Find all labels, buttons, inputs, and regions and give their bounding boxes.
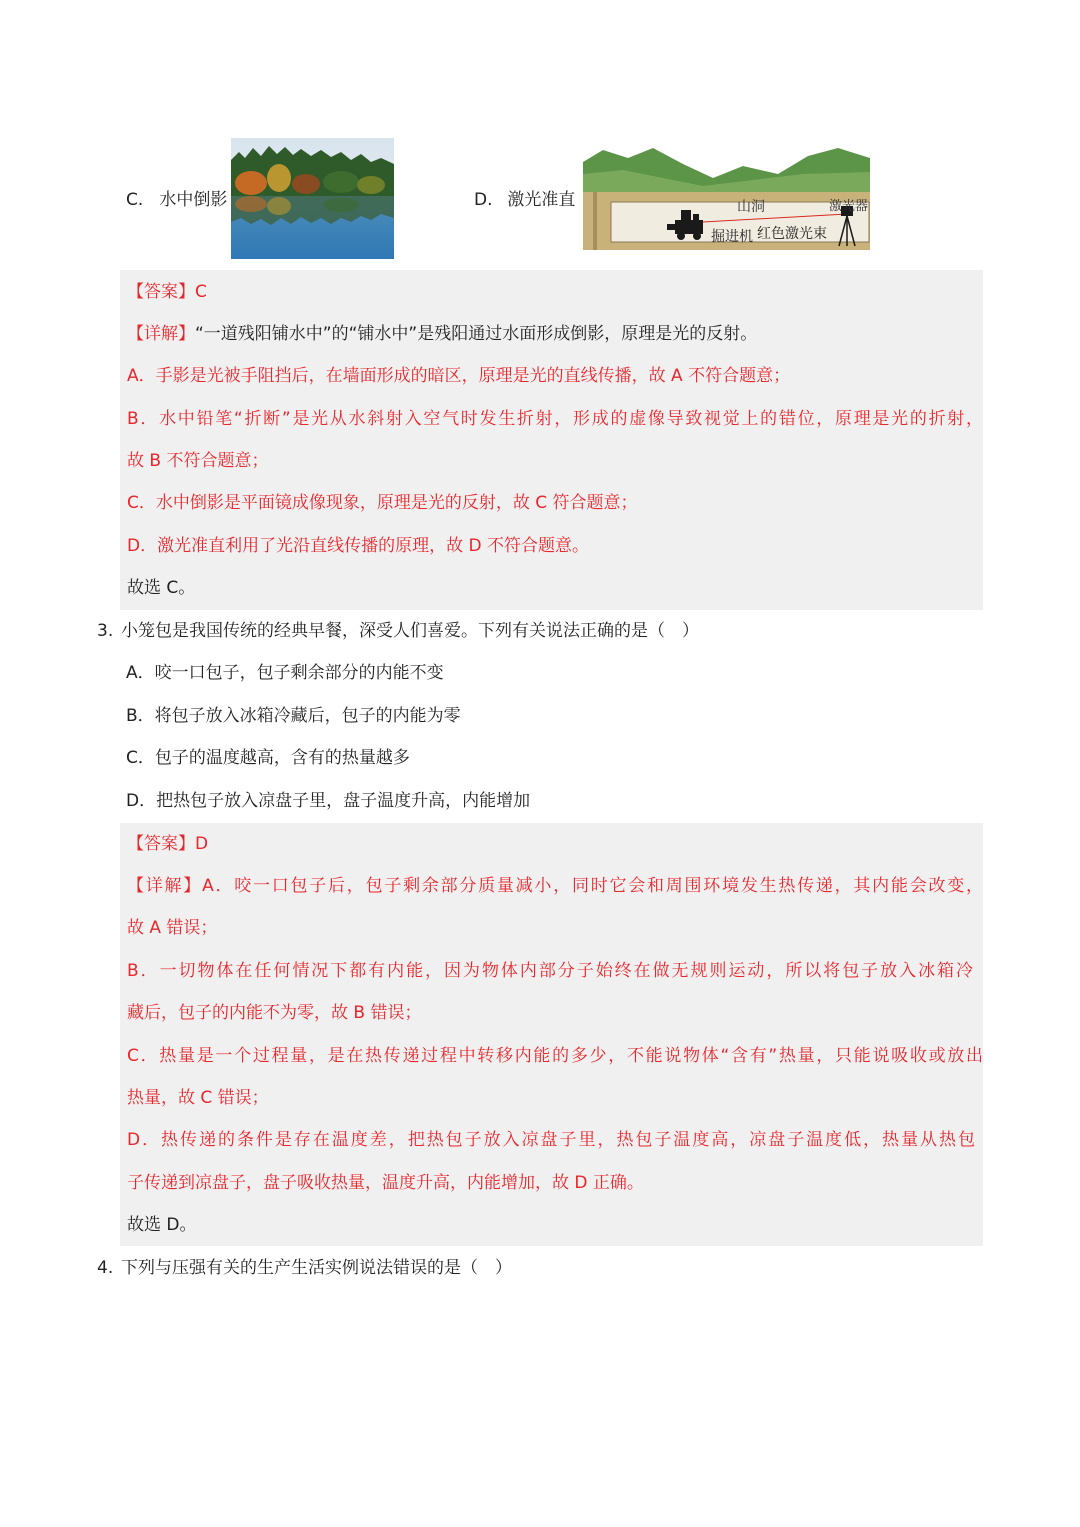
option-label: C. bbox=[126, 190, 144, 210]
question-3 bbox=[97, 619, 699, 643]
explanation-b-line2: 故 B 不符合题意； bbox=[127, 451, 269, 471]
explanation-c-line2: 热量，故 C 错误； bbox=[127, 1088, 269, 1108]
explanation-d: D．激光准直利用了光沿直线传播的原理，故 D 不符合题意。 bbox=[127, 536, 589, 556]
option-d-top bbox=[474, 188, 575, 212]
detail-line bbox=[127, 874, 983, 898]
answer-line bbox=[127, 280, 207, 304]
explanation-b-line1: B．水中铅笔“折断”是光从水斜射入空气时发生折射，形成的虚像导致视觉上的错位，原理是光的折射， bbox=[127, 409, 983, 429]
option-c-top bbox=[126, 188, 227, 212]
answer-tag: 【答案】 bbox=[127, 834, 195, 854]
q3-option-b: B．将包子放入冰箱冷藏后，包子的内能为零 bbox=[126, 706, 461, 726]
answer-box-1 bbox=[120, 270, 983, 610]
detail-text: “一道残阳铺水中”的“铺水中”是残阳通过水面形成倒影，原理是光的反射。 bbox=[195, 324, 758, 344]
explanation-b-line2: 藏后，包子的内能不为零，故 B 错误； bbox=[127, 1003, 422, 1023]
explanation-a-line2: 故 A 错误； bbox=[127, 918, 218, 938]
lake-reflection-image bbox=[231, 138, 394, 259]
answer-value: D bbox=[195, 834, 209, 854]
detail-line bbox=[127, 322, 757, 346]
cave-label: 山洞 bbox=[737, 199, 765, 215]
explanation-d-line1: D．热传递的条件是存在温度差，把热包子放入凉盘子里，热包子温度高，凉盘子温度低，热量从热包 bbox=[127, 1130, 975, 1150]
option-text: 水中倒影 bbox=[159, 190, 228, 210]
explanation-b-wrap bbox=[127, 959, 973, 983]
explanation-a-line1: A．咬一口包子后，包子剩余部分质量减小，同时它会和周围环境发生热传递，其内能会改变， bbox=[202, 876, 983, 896]
laser-label: 激光器 bbox=[829, 199, 869, 214]
explanation-b-wrap bbox=[127, 407, 983, 431]
q3-option-d: D．把热包子放入凉盘子里，盘子温度升高，内能增加 bbox=[126, 791, 531, 811]
option-text: 激光准直 bbox=[507, 190, 576, 210]
q3-option-c: C．包子的温度越高，含有的热量越多 bbox=[126, 748, 410, 768]
choose-line: 故选 C。 bbox=[127, 578, 196, 598]
explanation-d-wrap bbox=[127, 1128, 975, 1152]
question-4 bbox=[97, 1256, 512, 1280]
choose-line: 故选 D。 bbox=[127, 1215, 197, 1235]
answer-tag: 【答案】 bbox=[127, 282, 195, 302]
beam-label: 红色激光束 bbox=[757, 226, 827, 242]
question-stem: 小笼包是我国传统的经典早餐，深受人们喜爱。下列有关说法正确的是（ ） bbox=[121, 621, 699, 641]
explanation-c: C．水中倒影是平面镜成像现象，原理是光的反射，故 C 符合题意； bbox=[127, 493, 638, 513]
explanation-a: A．手影是光被手阻挡后，在墙面形成的暗区，原理是光的直线传播，故 A 不符合题意； bbox=[127, 366, 791, 386]
explanation-b-line1: B．一切物体在任何情况下都有内能，因为物体内部分子始终在做无规则运动，所以将包子放入冰箱冷 bbox=[127, 961, 973, 981]
detail-tag: 【详解】 bbox=[127, 876, 203, 896]
explanation-c-wrap bbox=[127, 1044, 983, 1068]
question-stem: 下列与压强有关的生产生活实例说法错误的是（ ） bbox=[121, 1258, 512, 1278]
option-label: D. bbox=[474, 190, 493, 210]
question-number: 4. bbox=[97, 1258, 114, 1278]
machine-label: 掘进机 bbox=[711, 229, 753, 245]
answer-value: C bbox=[195, 282, 207, 302]
tunnel-laser-diagram bbox=[583, 144, 870, 250]
explanation-c-line1: C．热量是一个过程量，是在热传递过程中转移内能的多少，不能说物体“含有”热量，只能说吸收或放出 bbox=[127, 1046, 983, 1066]
question-number: 3. bbox=[97, 621, 114, 641]
explanation-d-line2: 子传递到凉盘子，盘子吸收热量，温度升高，内能增加，故 D 正确。 bbox=[127, 1173, 644, 1193]
q3-option-a: A．咬一口包子，包子剩余部分的内能不变 bbox=[126, 663, 444, 683]
detail-tag: 【详解】 bbox=[127, 324, 195, 344]
answer-line bbox=[127, 832, 208, 856]
